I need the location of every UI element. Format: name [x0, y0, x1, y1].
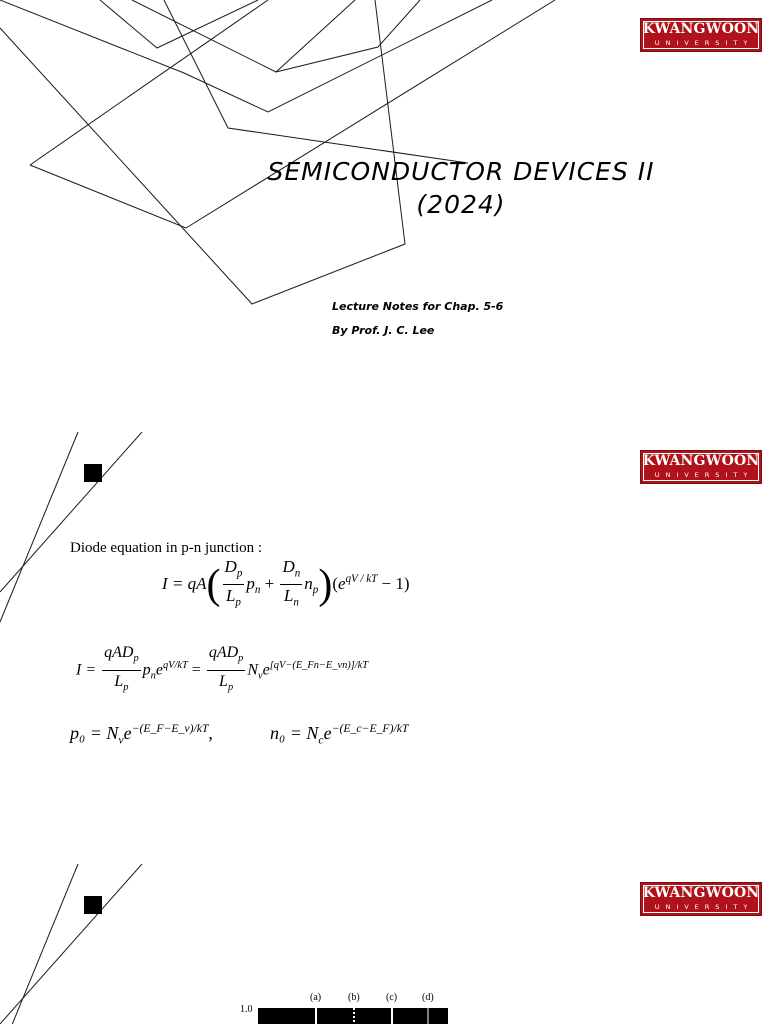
slide-diode-equation [0, 432, 768, 832]
eq3-n0: n₀ = N [270, 723, 319, 743]
carrier-concentration-p0: $p_0 = N_ve^{-(E\_F-E\_v)/kT}$, [70, 722, 213, 747]
eq1-tail: − 1) [381, 573, 410, 593]
kwangwoon-logo [640, 882, 762, 916]
eq2-lhs: I = [76, 661, 97, 679]
panel-label-b: (b) [348, 992, 360, 1003]
bullet-square [84, 464, 102, 482]
band-figure [232, 974, 482, 1024]
logo-subtitle: UNIVERSITY [654, 39, 754, 47]
slide-band-diagram [0, 864, 768, 1024]
logo-subtitle: UNIVERSITY [654, 903, 754, 911]
eq3-p0: p₀ = N [70, 723, 119, 743]
title-line-1: SEMICONDUCTOR DEVICES II [267, 157, 655, 186]
bullet-square [84, 896, 102, 914]
logo-name: KWANGWOON [642, 21, 760, 37]
panel-label-a: (a) [310, 992, 322, 1003]
eq2-exp1: qV/kT [162, 660, 188, 672]
kwangwoon-logo [640, 450, 762, 484]
eq2-equals: = [191, 661, 201, 679]
eq2-exp2: [qV−(E_Fn−E_vn)]/kT [269, 660, 369, 672]
subtitle-chapter: Lecture Notes for Chap. 5-6 [332, 300, 504, 313]
decorative-lines [0, 432, 768, 832]
title-line-2: (2024) [416, 190, 506, 219]
logo-subtitle: UNIVERSITY [654, 471, 754, 479]
diode-equation: I = qA( $\frac{D_p}{L_p}$ $p_n$ + $\frac{D_n}{L_n}$ $n_p)(e^{qV / kT} - 1)$ [162, 557, 410, 609]
eq1-lhs: I = qA [162, 573, 207, 593]
slide-title-text [230, 155, 692, 221]
subtitle-author: By Prof. J. C. Lee [332, 324, 435, 337]
kwangwoon-logo [640, 18, 762, 52]
carrier-concentration-n0: $n_0 = N_ce^{-(E\_c-E\_F)/kT}$ [270, 722, 409, 747]
eq3-n0-exp: −(E_c−E_F)/kT [331, 722, 409, 735]
equation-caption: Diode equation in p-n junction : [70, 540, 263, 556]
logo-name: KWANGWOON [642, 885, 760, 901]
panel-label-d: (d) [422, 992, 434, 1003]
logo-name: KWANGWOON [642, 453, 760, 469]
panel-label-c: (c) [386, 992, 398, 1003]
eq3-p0-exp: −(E_F−E_v)/kT [131, 722, 209, 735]
slide-title [0, 0, 768, 400]
current-equation: I = $\frac{qAD_p}{L_p}$ $p_ne^{qV/kT}$ = $\frac{qAD_p}{L_p}$ $N_ve^{[qV-(E\_Fn-E\_vn)]/kT}$ [76, 644, 369, 694]
y-tick-label: 1.0 [240, 1004, 253, 1015]
